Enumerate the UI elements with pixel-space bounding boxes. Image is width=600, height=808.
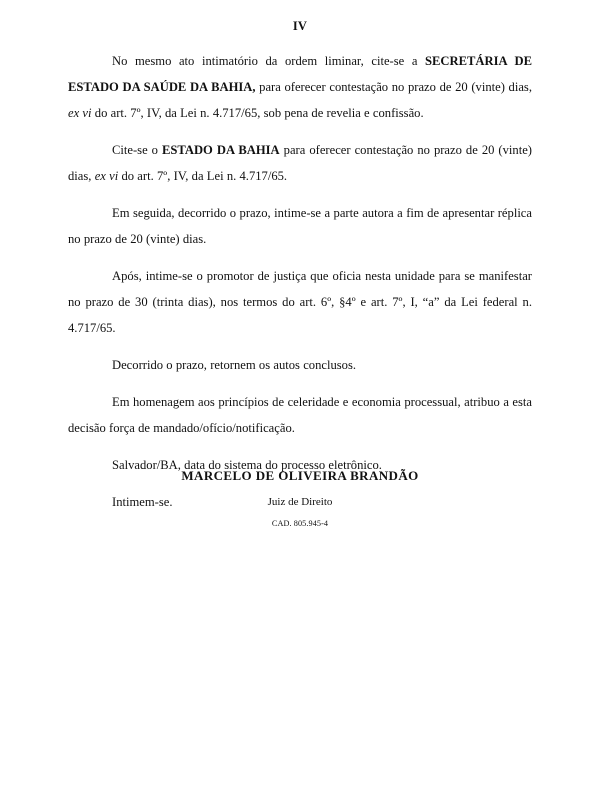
signatory-registration: CAD. 805.945-4 xyxy=(271,519,329,528)
text-run: Após, intime-se o promotor de justiça que oficia nesta unidade para se manifestar no prazo de 30 (trinta dias), nos termos do art. 6º, §4º e art. 7º, I, “a” da Lei federal n. 4.717/65. xyxy=(68,269,532,335)
paragraph-autos-conclusos xyxy=(68,352,532,378)
document-body xyxy=(68,48,532,515)
paragraph-replica-parte-autora xyxy=(68,200,532,252)
text-run: Intimem-se. xyxy=(112,495,173,509)
paragraph-intimacao-promotor xyxy=(68,263,532,341)
emphasis-bold: SECRETÁRIA DE ESTADO DA SAÚDE DA BAHIA, xyxy=(68,54,532,94)
text-run: No mesmo ato intimatório da ordem liminar, cite-se a xyxy=(112,54,426,68)
signatory-role: Juiz de Direito xyxy=(267,496,333,508)
text-run: Decorrido o prazo, retornem os autos conclusos. xyxy=(112,358,357,372)
text-run: Salvador/BA, data do sistema do processo eletrônico. xyxy=(112,458,382,472)
text-run: Em homenagem aos princípios de celeridade e economia processual, atribuo a esta decisão força de mandado/ofício/notificação. xyxy=(68,395,532,435)
paragraph-citacao-secretaria xyxy=(68,48,532,126)
paragraph-forca-mandado xyxy=(68,389,532,441)
text-run: Em seguida, decorrido o prazo, intime-se a parte autora a fim de apresentar réplica no prazo de 20 (vinte) dias. xyxy=(68,206,532,246)
emphasis-bold: ESTADO DA BAHIA xyxy=(162,143,280,157)
paragraph-citacao-estado xyxy=(68,137,532,189)
signature-block xyxy=(0,466,600,530)
section-heading: IV xyxy=(292,19,308,33)
text-run: do art. 7º, IV, da Lei n. 4.717/65. xyxy=(118,169,288,183)
text-run: para oferecer contestação no prazo de 20 (vinte) dias, xyxy=(255,80,532,94)
text-run: do art. 7º, IV, da Lei n. 4.717/65, sob pena de revelia e confissão. xyxy=(91,106,424,120)
text-run: para oferecer contestação no prazo de 20 (vinte) dias, xyxy=(68,143,532,183)
text-run: Cite-se o xyxy=(112,143,162,157)
emphasis-italic: ex vi xyxy=(68,106,92,120)
emphasis-italic: ex vi xyxy=(94,169,119,183)
signatory-name: MARCELO DE OLIVEIRA BRANDÃO xyxy=(181,468,419,483)
